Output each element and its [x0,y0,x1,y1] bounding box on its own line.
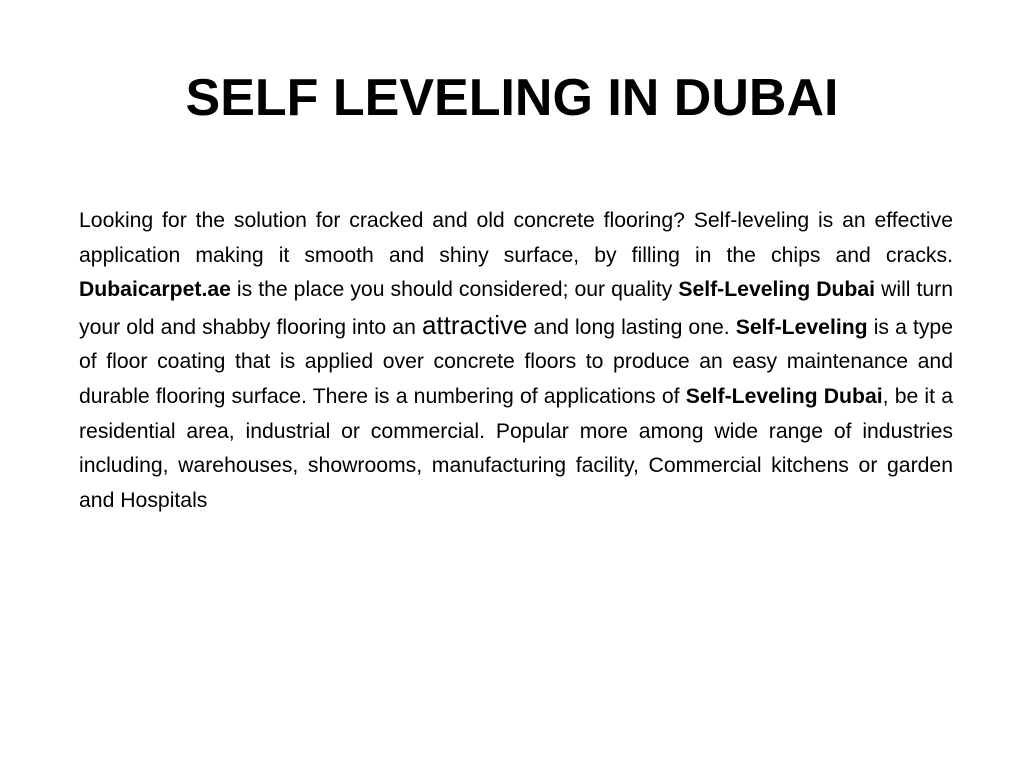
text-run: Looking for the solution for cracked and old concrete flooring? Self-leveling is an effective application making it smooth and shiny surface, by filling in the chips and cracks. [79,209,953,267]
bold-site-name: Dubaicarpet.ae [79,278,231,302]
large-word: attractive [421,309,528,340]
text-run: is a type of floor coating that is applied over concrete floors to produce an easy maintenance and durable flooring surface. There is a numbering of applications of [79,315,953,408]
text-run: and long lasting one. [527,315,736,339]
text-run: will turn your old and shabby flooring into an [79,278,953,339]
bold-service-name: Self-Leveling Dubai [685,384,883,408]
body-paragraph [79,204,953,518]
slide-title: SELF LEVELING IN DUBAI [185,69,839,127]
bold-term: Self-Leveling [735,315,868,339]
text-run: , be it a residential area, industrial or commercial. Popular more among wide range of industries including, warehouses, showrooms, manufacturing facility, Commercial kitchens or garden and Hospitals [79,384,953,512]
text-run: is the place you should considered; our quality [230,278,679,302]
bold-service-name: Self-Leveling Dubai [678,278,876,302]
